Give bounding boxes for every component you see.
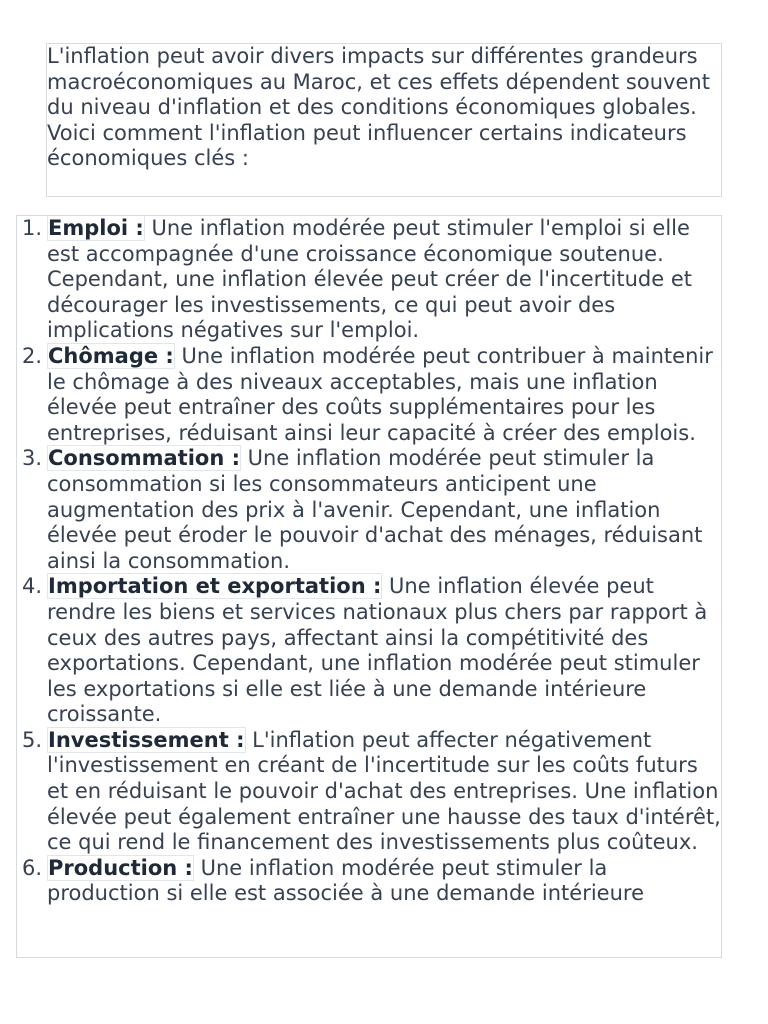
- list-item-text: Une inflation modérée peut stimuler la production si elle est associée à une demande intérieure: [47, 855, 644, 906]
- intro-paragraph: L'inflation peut avoir divers impacts sur différentes grandeurs macroéconomiques au Maroc, et ces effets dépendent souvent du niveau d'inflation et des conditions économiques globales. Voici comment l'inflation peut influencer certains indicateurs économiques clés :: [46, 43, 722, 197]
- list-item-chomage: [17, 344, 721, 446]
- list-item-text: Une inflation modérée peut contribuer à maintenir le chômage à des niveaux acceptables, mais une inflation élevée peut entraîner des coûts supplémentaires pour les entreprises, réduisant ainsi leur capacité à créer des emplois.: [47, 343, 713, 445]
- list-item-number: 4.: [22, 574, 43, 599]
- list-item-number: 6.: [22, 855, 43, 880]
- impacts-list-container: [16, 215, 722, 958]
- list-item-number: 2.: [22, 343, 43, 368]
- list-item-number: 1.: [22, 216, 43, 240]
- list-item-term: Emploi :: [48, 216, 144, 240]
- list-item-production: [17, 856, 721, 907]
- list-item-term: Importation et exportation :: [48, 574, 382, 599]
- list-item-term: Chômage :: [48, 343, 174, 368]
- list-item-text: Une inflation élevée peut rendre les biens et services nationaux plus chers par rapport à ceux des autres pays, affectant ainsi la compétitivité des exportations. Cependant, une inflation modérée peut stimuler les exportations si elle est liée à une demande intérieure croissante.: [47, 574, 708, 727]
- list-item-term: Investissement :: [48, 727, 245, 752]
- list-item-term: Consommation :: [48, 446, 240, 471]
- impacts-list: [17, 216, 721, 907]
- list-item-number: 5.: [22, 727, 43, 752]
- list-item-importation-exportation: [17, 574, 721, 728]
- list-item-text: Une inflation modérée peut stimuler la consommation si les consommateurs anticipent une augmentation des prix à l'avenir. Cependant, une inflation élevée peut éroder le pouvoir d'achat des ménages, réduisant ainsi la consommation.: [47, 446, 703, 573]
- list-item-consommation: [17, 446, 721, 574]
- list-item-number: 3.: [22, 446, 43, 471]
- list-item-investissement: [17, 728, 721, 856]
- list-item-emploi: [17, 216, 721, 344]
- list-item-text: Une inflation modérée peut stimuler l'emploi si elle est accompagnée d'une croissance économique soutenue. Cependant, une inflation élevée peut créer de l'incertitude et décourager les investissements, ce qui peut avoir des implications négatives sur l'emploi.: [47, 216, 693, 343]
- list-item-term: Production :: [48, 855, 193, 880]
- list-item-text: L'inflation peut affecter négativement l'investissement en créant de l'incertitude sur les coûts futurs et en réduisant le pouvoir d'achat des entreprises. Une inflation élevée peut également entraîner une hausse des taux d'intérêt, ce qui rend le financement des investissements plus coûteux.: [47, 727, 721, 855]
